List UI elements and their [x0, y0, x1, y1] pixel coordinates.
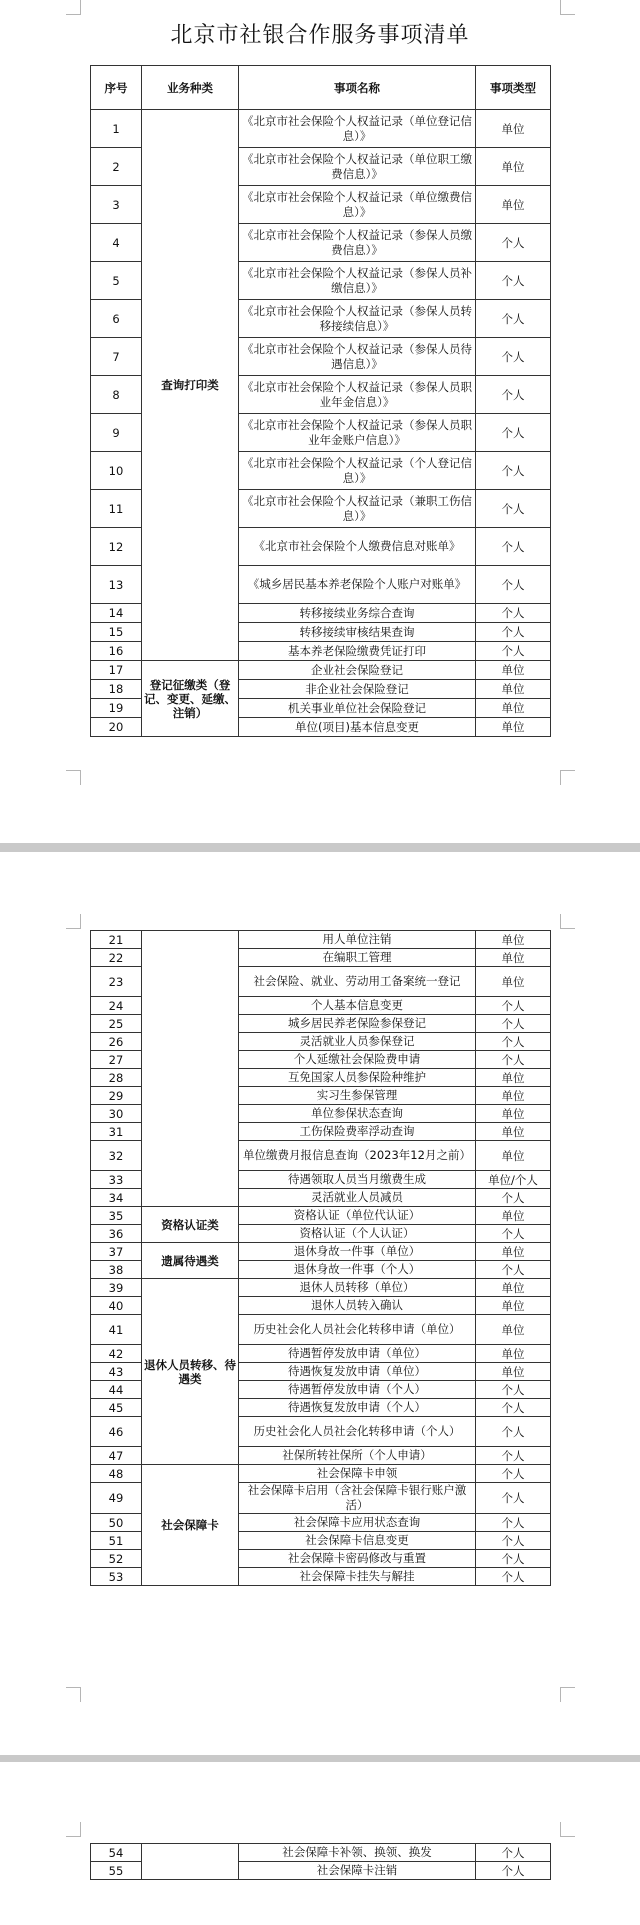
serial-number-cell: 16 [91, 642, 142, 661]
page-separator [0, 843, 640, 852]
item-name-cell: 退休身故一件事（单位） [239, 1243, 476, 1261]
item-type-cell: 个人 [476, 1568, 551, 1586]
item-name-cell: 退休人员转移（单位） [239, 1279, 476, 1297]
item-type-cell: 单位 [476, 1087, 551, 1105]
item-name-cell: 《北京市社会保险个人缴费信息对账单》 [239, 528, 476, 566]
crop-mark [560, 1822, 575, 1837]
item-type-cell: 个人 [476, 1844, 551, 1862]
item-type-cell: 个人 [476, 1381, 551, 1399]
item-type-cell: 个人 [476, 300, 551, 338]
serial-number-cell: 7 [91, 338, 142, 376]
item-name-cell: 历史社会化人员社会化转移申请（单位） [239, 1315, 476, 1345]
item-type-cell: 单位 [476, 1315, 551, 1345]
serial-number-cell: 52 [91, 1550, 142, 1568]
item-name-cell: 《城乡居民基本养老保险个人账户对账单》 [239, 566, 476, 604]
document-page-2 [0, 852, 640, 1755]
item-type-cell: 单位 [476, 1105, 551, 1123]
item-name-cell: 《北京市社会保险个人权益记录（参保人员转移接续信息）》 [239, 300, 476, 338]
table-row [91, 661, 551, 680]
serial-number-cell: 44 [91, 1381, 142, 1399]
item-type-cell: 单位 [476, 1297, 551, 1315]
serial-number-cell: 17 [91, 661, 142, 680]
serial-number-cell: 29 [91, 1087, 142, 1105]
serial-number-cell: 20 [91, 718, 142, 737]
crop-mark [66, 1687, 81, 1702]
item-name-cell: 《北京市社会保险个人权益记录（单位登记信息）》 [239, 110, 476, 148]
item-name-cell: 单位(项目)基本信息变更 [239, 718, 476, 737]
item-name-cell: 社会保障卡补领、换领、换发 [239, 1844, 476, 1862]
table-row [91, 1844, 551, 1862]
item-name-cell: 《北京市社会保险个人权益记录（参保人员职业年金信息）》 [239, 376, 476, 414]
item-name-cell: 退休身故一件事（个人） [239, 1261, 476, 1279]
category-cell [142, 931, 239, 1207]
crop-mark [560, 914, 575, 929]
item-name-cell: 资格认证（单位代认证） [239, 1207, 476, 1225]
serial-number-cell: 27 [91, 1051, 142, 1069]
item-name-cell: 城乡居民养老保险参保登记 [239, 1015, 476, 1033]
item-type-cell: 单位/个人 [476, 1171, 551, 1189]
item-type-cell: 个人 [476, 566, 551, 604]
item-type-cell: 个人 [476, 1399, 551, 1417]
serial-number-cell: 22 [91, 949, 142, 967]
category-cell: 退休人员转移、待遇类 [142, 1279, 239, 1465]
item-type-cell: 个人 [476, 1532, 551, 1550]
serial-number-cell: 19 [91, 699, 142, 718]
item-name-cell: 退休人员转入确认 [239, 1297, 476, 1315]
item-type-cell: 个人 [476, 1862, 551, 1880]
serial-number-cell: 18 [91, 680, 142, 699]
serial-number-cell: 24 [91, 997, 142, 1015]
serial-number-cell: 25 [91, 1015, 142, 1033]
item-name-cell: 待遇暂停发放申请（单位） [239, 1345, 476, 1363]
item-name-cell: 待遇恢复发放申请（单位） [239, 1363, 476, 1381]
item-type-cell: 个人 [476, 623, 551, 642]
serial-number-cell: 4 [91, 224, 142, 262]
service-table-part-2 [90, 930, 551, 1586]
item-type-cell: 个人 [476, 1051, 551, 1069]
serial-number-cell: 10 [91, 452, 142, 490]
item-type-cell: 单位 [476, 680, 551, 699]
item-type-cell: 单位 [476, 1123, 551, 1141]
category-cell: 资格认证类 [142, 1207, 239, 1243]
serial-number-cell: 26 [91, 1033, 142, 1051]
header-item-type: 事项类型 [476, 66, 551, 110]
serial-number-cell: 12 [91, 528, 142, 566]
item-type-cell: 个人 [476, 414, 551, 452]
item-type-cell: 单位 [476, 931, 551, 949]
item-name-cell: 单位缴费月报信息查询（2023年12月之前） [239, 1141, 476, 1171]
item-type-cell: 个人 [476, 1417, 551, 1447]
serial-number-cell: 33 [91, 1171, 142, 1189]
item-type-cell: 单位 [476, 967, 551, 997]
header-item-name: 事项名称 [239, 66, 476, 110]
item-type-cell: 单位 [476, 110, 551, 148]
item-name-cell: 社会保障卡挂失与解挂 [239, 1568, 476, 1586]
item-type-cell: 单位 [476, 699, 551, 718]
item-type-cell: 单位 [476, 1243, 551, 1261]
item-type-cell: 个人 [476, 1189, 551, 1207]
item-type-cell: 个人 [476, 1261, 551, 1279]
serial-number-cell: 39 [91, 1279, 142, 1297]
crop-mark [66, 914, 81, 929]
item-type-cell: 个人 [476, 376, 551, 414]
item-name-cell: 在编职工管理 [239, 949, 476, 967]
item-name-cell: 个人基本信息变更 [239, 997, 476, 1015]
crop-mark [560, 1687, 575, 1702]
item-name-cell: 历史社会化人员社会化转移申请（个人） [239, 1417, 476, 1447]
item-name-cell: 互免国家人员参保险种维护 [239, 1069, 476, 1087]
item-type-cell: 个人 [476, 1447, 551, 1465]
serial-number-cell: 49 [91, 1483, 142, 1514]
item-type-cell: 个人 [476, 262, 551, 300]
table-row [91, 931, 551, 949]
item-type-cell: 单位 [476, 1345, 551, 1363]
item-name-cell: 社会保障卡申领 [239, 1465, 476, 1483]
serial-number-cell: 40 [91, 1297, 142, 1315]
item-type-cell: 单位 [476, 949, 551, 967]
item-name-cell: 社会保障卡密码修改与重置 [239, 1550, 476, 1568]
table-row [91, 1465, 551, 1483]
item-name-cell: 待遇暂停发放申请（个人） [239, 1381, 476, 1399]
item-name-cell: 社会保障卡启用（含社会保障卡银行账户激活） [239, 1483, 476, 1514]
item-type-cell: 个人 [476, 1465, 551, 1483]
serial-number-cell: 2 [91, 148, 142, 186]
item-type-cell: 个人 [476, 1015, 551, 1033]
serial-number-cell: 21 [91, 931, 142, 949]
item-type-cell: 个人 [476, 528, 551, 566]
table-row [91, 1279, 551, 1297]
serial-number-cell: 15 [91, 623, 142, 642]
serial-number-cell: 38 [91, 1261, 142, 1279]
item-type-cell: 单位 [476, 148, 551, 186]
item-type-cell: 单位 [476, 1141, 551, 1171]
item-name-cell: 个人延缴社会保险费申请 [239, 1051, 476, 1069]
item-type-cell: 单位 [476, 186, 551, 224]
item-type-cell: 单位 [476, 718, 551, 737]
serial-number-cell: 13 [91, 566, 142, 604]
category-cell: 登记征缴类（登记、变更、延缴、注销） [142, 661, 239, 737]
category-cell: 查询打印类 [142, 110, 239, 661]
item-name-cell: 灵活就业人员减员 [239, 1189, 476, 1207]
item-name-cell: 待遇领取人员当月缴费生成 [239, 1171, 476, 1189]
serial-number-cell: 54 [91, 1844, 142, 1862]
serial-number-cell: 46 [91, 1417, 142, 1447]
serial-number-cell: 51 [91, 1532, 142, 1550]
item-name-cell: 《北京市社会保险个人权益记录（参保人员待遇信息）》 [239, 338, 476, 376]
item-type-cell: 单位 [476, 661, 551, 680]
item-type-cell: 个人 [476, 1033, 551, 1051]
item-name-cell: 单位参保状态查询 [239, 1105, 476, 1123]
table-row [91, 1243, 551, 1261]
item-name-cell: 社保所转社保所（个人申请） [239, 1447, 476, 1465]
table-row [91, 1207, 551, 1225]
item-type-cell: 个人 [476, 997, 551, 1015]
serial-number-cell: 55 [91, 1862, 142, 1880]
serial-number-cell: 23 [91, 967, 142, 997]
serial-number-cell: 32 [91, 1141, 142, 1171]
item-name-cell: 《北京市社会保险个人权益记录（兼职工伤信息）》 [239, 490, 476, 528]
item-name-cell: 《北京市社会保险个人权益记录（参保人员补缴信息）》 [239, 262, 476, 300]
item-type-cell: 个人 [476, 490, 551, 528]
item-type-cell: 个人 [476, 1514, 551, 1532]
table-header-row [91, 66, 551, 110]
item-name-cell: 《北京市社会保险个人权益记录（个人登记信息）》 [239, 452, 476, 490]
serial-number-cell: 9 [91, 414, 142, 452]
serial-number-cell: 11 [91, 490, 142, 528]
serial-number-cell: 37 [91, 1243, 142, 1261]
item-name-cell: 资格认证（个人认证） [239, 1225, 476, 1243]
item-type-cell: 个人 [476, 642, 551, 661]
item-type-cell: 个人 [476, 338, 551, 376]
item-type-cell: 个人 [476, 604, 551, 623]
serial-number-cell: 35 [91, 1207, 142, 1225]
service-table-part-3 [90, 1843, 551, 1880]
serial-number-cell: 50 [91, 1514, 142, 1532]
serial-number-cell: 1 [91, 110, 142, 148]
serial-number-cell: 36 [91, 1225, 142, 1243]
item-type-cell: 单位 [476, 1069, 551, 1087]
item-name-cell: 社会保障卡信息变更 [239, 1532, 476, 1550]
document-title: 北京市社银合作服务事项清单 [170, 23, 470, 48]
item-type-cell: 个人 [476, 224, 551, 262]
item-type-cell: 单位 [476, 1207, 551, 1225]
item-name-cell: 《北京市社会保险个人权益记录（单位缴费信息）》 [239, 186, 476, 224]
serial-number-cell: 53 [91, 1568, 142, 1586]
item-name-cell: 社会保障卡应用状态查询 [239, 1514, 476, 1532]
serial-number-cell: 5 [91, 262, 142, 300]
item-type-cell: 个人 [476, 452, 551, 490]
item-type-cell: 单位 [476, 1363, 551, 1381]
item-name-cell: 灵活就业人员参保登记 [239, 1033, 476, 1051]
serial-number-cell: 43 [91, 1363, 142, 1381]
header-serial-number: 序号 [91, 66, 142, 110]
item-type-cell: 个人 [476, 1483, 551, 1514]
item-name-cell: 机关事业单位社会保险登记 [239, 699, 476, 718]
item-name-cell: 《北京市社会保险个人权益记录（单位职工缴费信息）》 [239, 148, 476, 186]
serial-number-cell: 41 [91, 1315, 142, 1345]
crop-mark [560, 0, 575, 15]
document-page-3 [0, 1762, 640, 1925]
page-separator [0, 1755, 640, 1762]
item-name-cell: 转移接续审核结果查询 [239, 623, 476, 642]
item-name-cell: 社会保障卡注销 [239, 1862, 476, 1880]
crop-mark [66, 1822, 81, 1837]
item-name-cell: 转移接续业务综合查询 [239, 604, 476, 623]
header-category: 业务种类 [142, 66, 239, 110]
item-name-cell: 非企业社会保险登记 [239, 680, 476, 699]
item-type-cell: 单位 [476, 1279, 551, 1297]
serial-number-cell: 30 [91, 1105, 142, 1123]
category-cell: 社会保障卡 [142, 1465, 239, 1586]
item-name-cell: 社会保险、就业、劳动用工备案统一登记 [239, 967, 476, 997]
serial-number-cell: 42 [91, 1345, 142, 1363]
item-name-cell: 待遇恢复发放申请（个人） [239, 1399, 476, 1417]
item-name-cell: 实习生参保管理 [239, 1087, 476, 1105]
category-cell: 遗属待遇类 [142, 1243, 239, 1279]
serial-number-cell: 45 [91, 1399, 142, 1417]
serial-number-cell: 48 [91, 1465, 142, 1483]
table-row [91, 110, 551, 148]
item-type-cell: 个人 [476, 1225, 551, 1243]
crop-mark [560, 770, 575, 785]
serial-number-cell: 31 [91, 1123, 142, 1141]
item-name-cell: 工伤保险费率浮动查询 [239, 1123, 476, 1141]
serial-number-cell: 34 [91, 1189, 142, 1207]
item-name-cell: 《北京市社会保险个人权益记录（参保人员缴费信息）》 [239, 224, 476, 262]
item-type-cell: 个人 [476, 1550, 551, 1568]
serial-number-cell: 47 [91, 1447, 142, 1465]
service-table-part-1 [90, 65, 551, 737]
crop-mark [66, 770, 81, 785]
item-name-cell: 《北京市社会保险个人权益记录（参保人员职业年金账户信息）》 [239, 414, 476, 452]
serial-number-cell: 28 [91, 1069, 142, 1087]
serial-number-cell: 8 [91, 376, 142, 414]
serial-number-cell: 3 [91, 186, 142, 224]
item-name-cell: 基本养老保险缴费凭证打印 [239, 642, 476, 661]
item-name-cell: 用人单位注销 [239, 931, 476, 949]
crop-mark [66, 0, 81, 15]
serial-number-cell: 14 [91, 604, 142, 623]
serial-number-cell: 6 [91, 300, 142, 338]
category-cell [142, 1844, 239, 1880]
document-page-1 [0, 0, 640, 843]
item-name-cell: 企业社会保险登记 [239, 661, 476, 680]
